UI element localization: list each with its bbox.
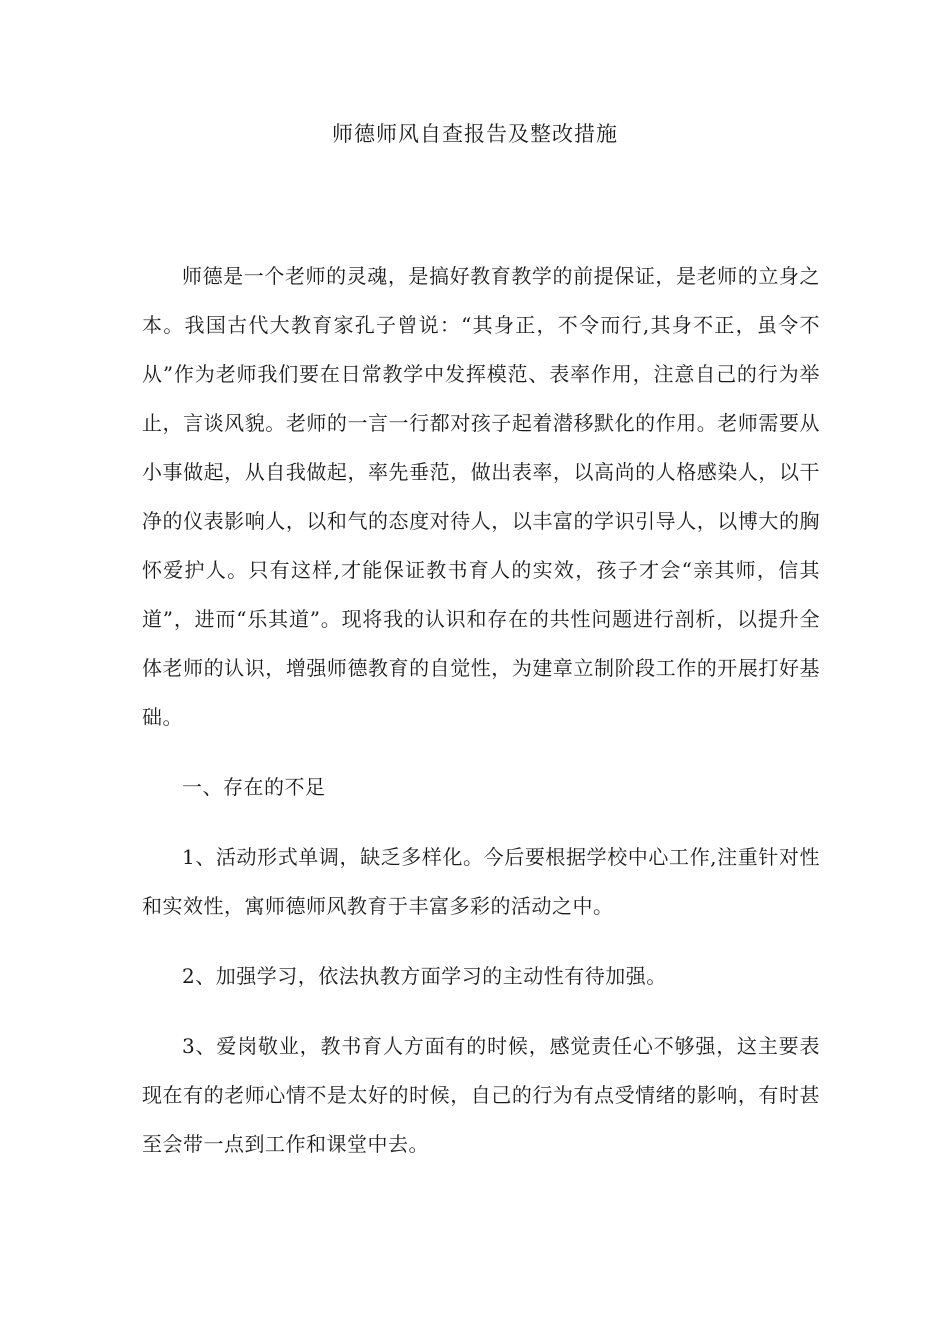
intro-paragraph: 师德是一个老师的灵魂，是搞好教育教学的前提保证，是老师的立身之本。我国古代大教育家孔子曾说：“其身正，不令而行,其身不正，虽令不从”作为老师我们要在日常教学中发挥模范、表率作用，注意自己的行为举止，言谈风貌。老师的一言一行都对孩子起着潜移默化的作用。老师需要从小事做起，从自我做起，率先垂范，做出表率，以高尚的人格感染人，以干净的仪表影响人，以和气的态度对待人，以丰富的学识引导人，以博大的胸怀爱护人。只有这样,才能保证教书育人的实效，孩子才会“亲其师，信其道”，进而“乐其道”。现将我的认识和存在的共性问题进行剖析，以提升全体老师的认识，增强师德教育的自觉性，为建章立制阶段工作的开展打好基础。 [142, 264, 820, 729]
section-heading-shortcomings: 一、存在的不足 [182, 775, 326, 799]
document-title: 师德师风自查报告及整改措施 [332, 122, 618, 146]
document-body [142, 252, 820, 1169]
list-item-1: 1、活动形式单调，缺乏多样化。今后要根据学校中心工作,注重针对性和实效性，寓师德师风教育于丰富多彩的活动之中。 [142, 845, 820, 918]
list-item-2: 2、加强学习，依法执教方面学习的主动性有待加强。 [182, 964, 667, 988]
list-item-3: 3、爱岗敬业，教书育人方面有的时候，感觉责任心不够强，这主要表现在有的老师心情不是太好的时候，自己的行为有点受情绪的影响，有时甚至会带一点到工作和课堂中去。 [142, 1034, 820, 1156]
